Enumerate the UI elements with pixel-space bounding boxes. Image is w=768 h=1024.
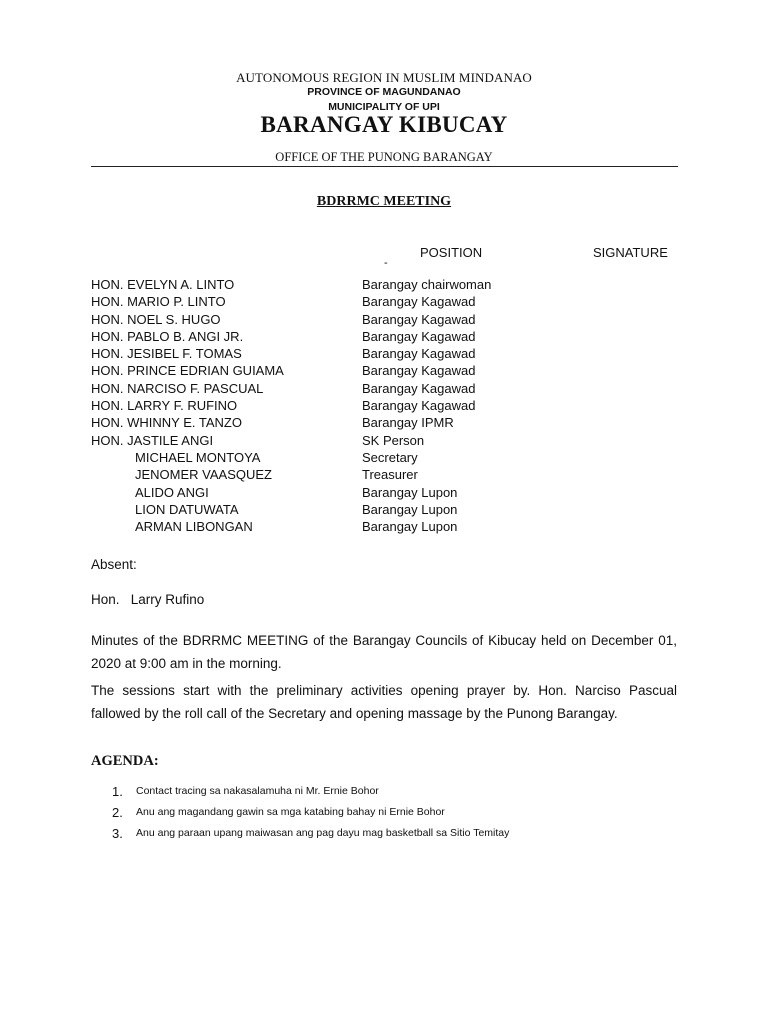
agenda-item-text: Anu ang magandang gawin sa mga katabing bahay ni Ernie Bohor xyxy=(136,806,445,818)
attendee-name: HON. MARIO P. LINTO xyxy=(91,294,226,310)
agenda-item-number: 3. xyxy=(112,826,123,841)
attendee-row xyxy=(91,466,691,483)
attendee-position: Barangay Lupon xyxy=(362,484,458,500)
attendee-list xyxy=(91,276,691,535)
agenda-item xyxy=(112,823,712,844)
attendee-row xyxy=(91,449,691,466)
attendee-position: Barangay chairwoman xyxy=(362,277,492,292)
attendee-position: Barangay Lupon xyxy=(362,501,458,517)
attendee-row xyxy=(91,380,691,397)
header-divider xyxy=(91,166,678,167)
agenda-item-number: 1. xyxy=(112,784,123,799)
attendee-name: HON. JASTILE ANGI xyxy=(91,432,214,448)
attendee-row xyxy=(91,328,691,345)
attendee-position: Barangay Kagawad xyxy=(362,380,476,396)
attendee-position: Barangay Kagawad xyxy=(362,311,476,327)
attendee-name: LION DATUWATA xyxy=(135,501,239,517)
meeting-title: BDRRMC MEETING xyxy=(316,194,452,209)
attendee-name: ALIDO ANGI xyxy=(135,484,209,500)
attendee-name: HON. NARCISO F. PASCUAL xyxy=(91,380,264,396)
attendee-name: HON. JESIBEL F. TOMAS xyxy=(91,346,242,362)
attendee-name: HON. EVELYN A. LINTO xyxy=(91,277,235,292)
attendee-name: JENOMER VAASQUEZ xyxy=(135,467,273,483)
header-region: AUTONOMOUS REGION IN MUSLIM MINDANAO xyxy=(236,70,532,85)
agenda-item-number: 2. xyxy=(112,805,123,820)
attendee-position: SK Person xyxy=(362,432,425,448)
sessions-paragraph: The sessions start with the preliminary activities opening prayer by. Hon. Narciso Pascual fallowed by the roll call of the Secretary and opening massage by the Punong Barangay. xyxy=(91,683,677,721)
agenda-list xyxy=(112,781,712,844)
header-office: OFFICE OF THE PUNONG BARANGAY xyxy=(275,150,493,164)
absent-label: Absent: xyxy=(91,557,137,572)
attendee-row xyxy=(91,501,691,518)
agenda-item xyxy=(112,781,712,802)
agenda-item-text: Contact tracing sa nakasalamuha ni Mr. Ernie Bohor xyxy=(136,785,379,797)
attendee-position: Barangay Kagawad xyxy=(362,294,476,310)
attendee-row xyxy=(91,397,691,414)
attendee-row xyxy=(91,276,691,293)
attendee-position: Barangay Kagawad xyxy=(362,328,476,344)
absent-names: Hon. Larry Rufino xyxy=(91,592,205,607)
attendee-row xyxy=(91,345,691,362)
agenda-title: AGENDA: xyxy=(91,753,159,769)
attendee-row xyxy=(91,484,691,501)
column-header-position: POSITION xyxy=(420,245,483,260)
attendee-name: HON. PABLO B. ANGI JR. xyxy=(91,328,244,344)
agenda-item xyxy=(112,802,712,823)
attendee-row xyxy=(91,362,691,379)
attendee-row xyxy=(91,311,691,328)
attendee-position: Barangay IPMR xyxy=(362,415,454,431)
attendee-name: HON. PRINCE EDRIAN GUIAMA xyxy=(91,363,284,379)
attendee-name: HON. NOEL S. HUGO xyxy=(91,311,221,327)
attendee-row xyxy=(91,432,691,449)
attendee-position: Barangay Kagawad xyxy=(362,346,476,362)
attendee-name: HON. LARRY F. RUFINO xyxy=(91,398,238,414)
attendee-name: MICHAEL MONTOYA xyxy=(135,449,261,465)
attendee-position: Secretary xyxy=(362,449,418,465)
header-barangay-title: BARANGAY KIBUCAY xyxy=(260,112,508,137)
attendee-position: Barangay Lupon xyxy=(362,519,458,535)
attendee-position: Barangay Kagawad xyxy=(362,363,476,379)
minutes-paragraph: Minutes of the BDRRMC MEETING of the Barangay Councils of Kibucay held on December 01, 2020 at 9:00 am in the morning. xyxy=(91,633,677,671)
header-municipality: MUNICIPALITY OF UPI xyxy=(328,101,440,113)
header-province: PROVINCE OF MAGUNDANAO xyxy=(307,86,461,98)
position-tick-mark: - xyxy=(384,257,388,269)
attendee-row xyxy=(91,414,691,431)
agenda-item-text: Anu ang paraan upang maiwasan ang pag dayu mag basketball sa Sitio Temitay xyxy=(136,827,510,839)
attendee-position: Barangay Kagawad xyxy=(362,398,476,414)
attendee-row xyxy=(91,518,691,535)
attendee-row xyxy=(91,293,691,310)
attendee-name: HON. WHINNY E. TANZO xyxy=(91,415,242,431)
attendee-name: ARMAN LIBONGAN xyxy=(135,519,253,535)
attendee-position: Treasurer xyxy=(362,467,418,483)
column-header-signature: SIGNATURE xyxy=(593,245,668,260)
